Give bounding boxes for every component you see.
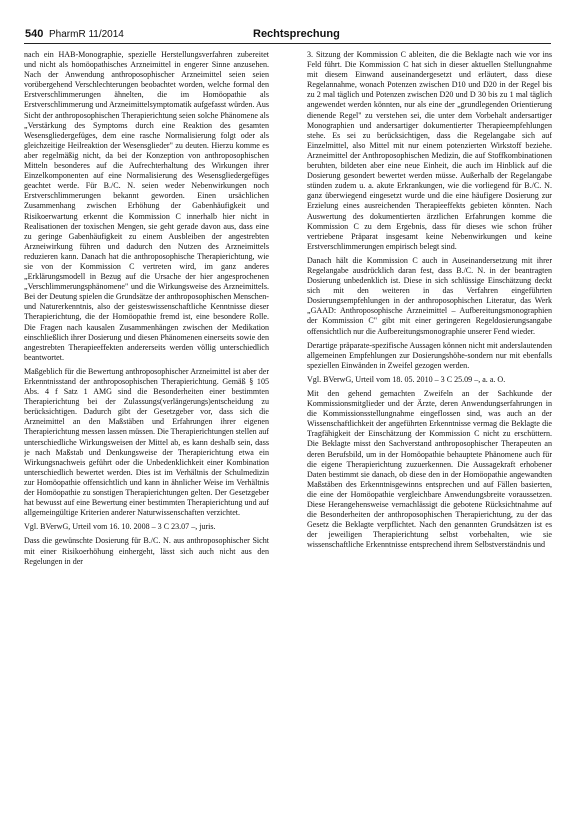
paragraph: Derartige präparate-spezifische Aussagen können nicht mit anderslautenden allgemeinen Empfehlungen zur Dosierungshöhe-sondern nur mit ebenfalls speziellen Einwänden in Zweifel gezogen werden.: [307, 340, 552, 370]
paragraph: Mit den gehend gemachten Zweifeln an der Sachkunde der Kommissionsmitglieder und der Ärzte, deren Anwendungserfahrungen in die Kommissionsstellungnahme eingeflossen sind, was auch an der Wissenschaftlichkeit der angeführten Erkenntnisse vermag die Beklagte die Tragfähigkeit der Einschätzung der Kommission C nicht zu erschüttern. Die Beklagte misst den Sachverstand anthroposophischer Therapeuten an deren Berufsbild, um in der Homöopathie behauptete Phänomene auch für die eigene Therapierichtung zuzuerkennen. Die Aussagekraft erhobener Daten bestimmt sie danach, ob diese den in der Homöopathie angewandten Maßstäben des Erkenntnisgewinns entsprechen und auf Fällen basierten, die eine der Homöopathie vergleichbare Anwendungsbreite voraussetzen. Diese Herangehensweise vernachlässigt die gebotene Rücksichtnahme auf die Besonderheiten der anthroposophischen Therapierichtung, zu der das Gesetz die Beklagte verpflichtet. Nach den genannten Grundsätzen ist es der jeweiligen Therapierichtung selbst vorbehalten, wie sie wissenschaftliche Erkenntnisse entsprechend ihrem Selbstverständnis und: [307, 389, 552, 550]
paragraph: 3. Sitzung der Kommission C ableiten, die die Beklagte nach wie vor ins Feld führt. Die Kommission C hat sich in dieser aktuellen Stellungnahme mit diesem Einwand auseinandergesetzt und erläutert, dass diese Regelannahme, wonach Potenzen zwischen D10 und D20 in der Regel bis zu 2 mal täglich und Potenzen zwischen D20 und D 30 bis zu 1 mal täglich angewendet werden könnten, nur als eine der „grundlegenden Orientierung dienende Regel" zu verstehen sei, die unter dem Vorbehalt andersartiger Monographien und andersartiger dokumentierter Therapieempfehlungen stehe. Es sei zu berücksichtigen, dass die Regelangabe sich auf Einzelmittel, also Mittel mit nur einem potenzierten Wirkstoff beziehe. Arzneimittel der Anthroposophischen Medizin, die auf Stoffkombinationen beruhten, bildeten aber eine neue Einheit, die auch im Hinblick auf die Dosierung gesondert bewertet werden müsse. Außerhalb der Regelangabe stünden zudem u. a. akute Erkrankungen, wie die vorliegend für B./C. N. ganz überwiegend eingesetzt wurde und die eine häufigere Dosierung zur Erzielung eines ausreichenden Therapieeffekts gebieten könnten. Nach Auswertung des dokumentierten ärztlichen Erfahrungen komme die Kommission C zu dem Ergebnis, dass für dieses wie schon früher vertriebene Präparat insgesamt keine Nebenwirkungen und keine Erstverschlimmerungen empirisch belegt sind.: [307, 50, 552, 251]
page-number: 540: [25, 28, 44, 40]
paragraph: Maßgeblich für die Bewertung anthroposophischer Arzneimittel ist aber der Erkenntnisstand der anthroposophischen Therapierichtung. Gemäß § 105 Abs. 4 f Satz 1 AMG sind die Besonderheiten einer bestimmten Therapierichtung bei der Zulassungs(verlängerungs)entscheidung zu berücksichtigen. Dadurch gibt der Gesetzgeber vor, dass sich die Arzneimittel an den Maßstäben und Erfahrungen ihrer eigenen Therapierichtung messen lassen müssen. Die Therapierichtungen stellen auf unterschiedliche Wirkungsweisen der Mittel ab, es kann deshalb sein, dass je nach Maßstab und Denkungsweise der Therapierichtung etwa ein Wirkungsnachweis geführt oder die Unbedenklichkeit einer Kombination unterschiedlich bewertet werden. Dies ist im Verhältnis der Schulmedizin zur Homöopathie offensichtlich und kann in ähnlicher Weise im Verhältnis der Homöopathie zu sonstigen Therapierichtungen gelten. Der Gesetzgeber hat bewusst auf eine Bewertung einer bestimmten Therapierichtung und auf allgemeingültige Kriterien anderer Naturwissenschaften verzichtet.: [24, 366, 269, 518]
right-column: [307, 50, 552, 820]
paragraph: Dass die gewünschte Dosierung für B./C. N. aus anthroposophischer Sicht mit einer Risikoerhöhung einhergeht, lässt sich auch nicht aus den Regelungen in der: [24, 536, 269, 566]
section-title: Rechtsprechung: [253, 28, 340, 40]
citation: Vgl. BVerwG, Urteil vom 18. 05. 2010 – 3 C 25.09 –, a. a. O.: [307, 374, 506, 384]
page-header: [25, 28, 551, 42]
left-column: [24, 50, 269, 820]
journal-reference: PharmR 11/2014: [49, 29, 124, 40]
paragraph: Danach hält die Kommission C auch in Auseinandersetzung mit ihrer Regelangabe ausdrücklich daran fest, dass B./C. N. in der beantragten Dosierung unbedenklich ist. Diese in sich schlüssige Einschätzung deckt sich mit den weiteren in das Verfahren eingeführten Dosierungsempfehlungen in der anthroposophischen Literatur, das Werk „GAAD: Anthroposophische Arzneimittel – Aufbereitungsmonographien der Kommission C" gibt mit einer geringeren Regeldosierungsangabe offensichtlich nur die Aufbereitungsmonographie unserer Fend wieder.: [307, 255, 552, 336]
paragraph: nach ein HAB-Monographie, spezielle Herstellungsverfahren zubereitet und nicht als homöopathisches Arzneimittel in engerer Sinne anzusehen. Nach der Anwendung anthroposophischer Arzneimittel seien seien vorübergehend Verschlechterungen beobachtet worden, welche formal den Erstverschlimmerungen ähnelten, die im Homöopathie als Erstverschlimmerung und Arzneimittelsymptomatik aufgefasst würden. Aus Sicht der anthroposophischen Therapierichtung seien solche Phänomene als „Verstärkung des Symptoms durch eine Reaktion des gesamten Wesensgliedergefüges, dem eine rasche Normalisierung folgt oder als gleichzeitige Heilreaktion der Wesensglieder" zu deuten. Hierzu komme es aber regelmäßig nicht, da bei der Konzeption von anthroposophischen Mitteln besonderes auf die Aufrechterhaltung des Wirkungen ihrer Einzelkomponenten auf eine Normalisierung des Wesensgliedergefüges geachtet werde. Für B./C. N. seien weder Nebenwirkungen noch Erstverschlimmerungen bekannt geworden. Einen ursächlichen Zusammenhang zwischen Erhöhung der Gabenhäufigkeit und Risikoerwartung erkennt die Kommission C innerhalb hier nicht in Realisationen der toxischen Mengen, sie geht gerade davon aus, dass eine zu geringe Gabenhäufigkeit zu einem Ausbleiben der angestrebten Arzneiwirkung führen und dadurch den Nutzen des Arzneimittels reduzieren kann. Danach hat die anthroposophische Therapierichtung, wie sie von der Kommission C vertreten wird, im ganz anderes „Erklärungsmodell in Bezug auf die Ursache der hier angesprochenen „Verschlimmerungsphänomene" und die Wirkungsweise des Arzneimittels. Bei der Deutung spielen die Grundsätze der anthroposophischen Menschen- und Naturerkenntnis, also der geisteswissenschaftliche Kenntnisse dieser Therapierichtung, die der Homöopathie fremd ist, eine besondere Rolle. Die Fragen nach kausalen Zusammenhängen zwischen der Medikation einschließlich ihrer Dosierung und diesen Phänomenen einerseits sowie den angestrebten Therapieeffekten andererseits werden völlig unterschiedlich beantwortet.: [24, 50, 269, 362]
citation: Vgl. BVerwG, Urteil vom 16. 10. 2008 – 3 C 23.07 –, juris.: [24, 522, 216, 532]
header-rule: [24, 43, 551, 44]
